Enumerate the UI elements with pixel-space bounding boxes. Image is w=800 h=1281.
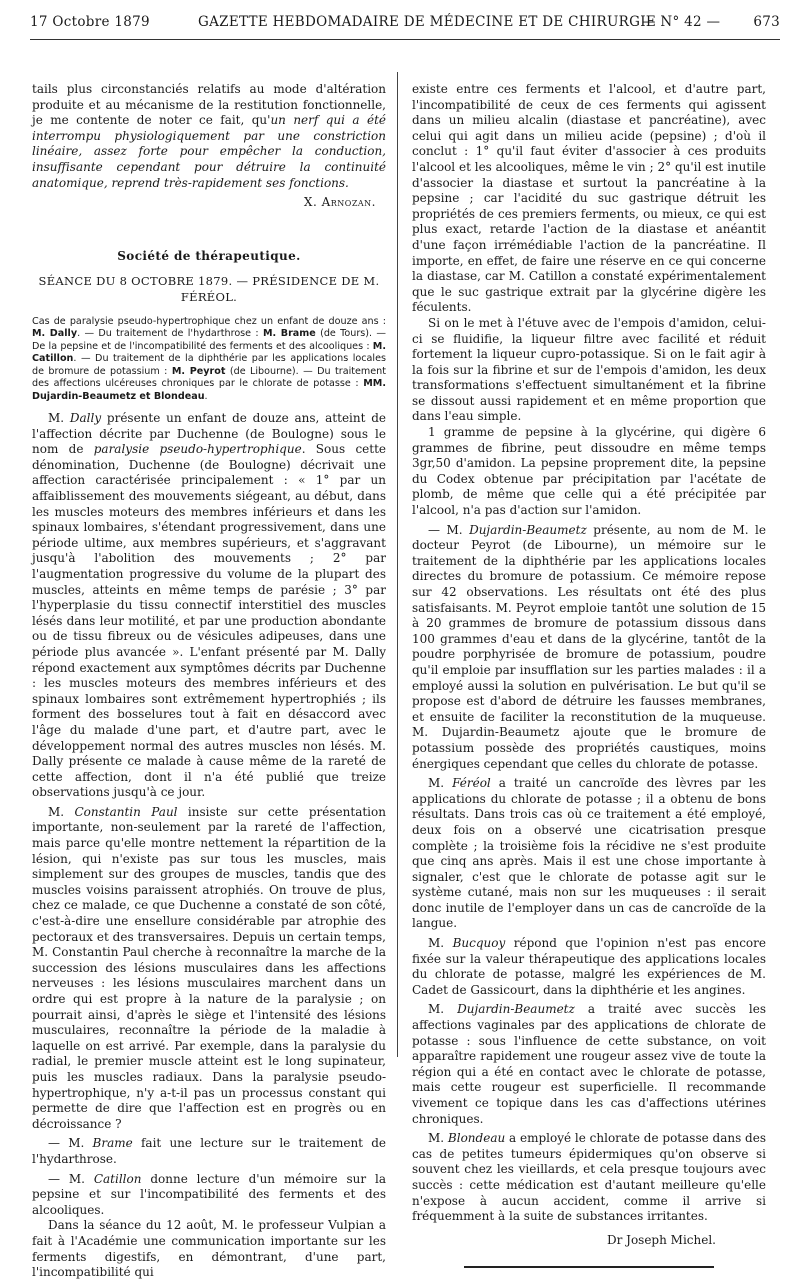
session-summary: Cas de paralysie pseudo-hypertrophique chez un enfant de douze ans : M. Dally. — Du traitement de l'hydarthrose : M. Brame (de Tours). — De la pepsine et de l'incompatibilité des ferments et des alcooliques : M. Catillon. — Du traitement de la diphthérie par les applications locales de bromure de potassium : M. Peyrot (de Libourne). — Du traitement des affections ulcéreuses chroniques par le chlorate de potasse : MM. Dujardin-Beaumetz et Blondeau.: [32, 315, 386, 402]
report-signature: Dr Joseph Michel.: [606, 1232, 716, 1247]
journal-title: GAZETTE HEBDOMADAIRE DE MÉDECINE ET DE CHIRURGIE: [198, 14, 656, 30]
speaker-name: Brame: [92, 1136, 133, 1151]
intro-text: tails plus circonstanciés relatifs au mode d'altération produite et au mécanisme de la restitution fonctionnelle, je me contente de noter ce fait, qu': [32, 82, 386, 128]
paragraph-bucquoy: M. Bucquoy répond que l'opinion n'est pas encore fixée sur la valeur thérapeutique des applications locales du chlorate de potasse, malgré les expériences de M. Cadet de Gassicourt, dans la diphthérie et les angines.: [412, 936, 766, 997]
paragraph-brame: — M. Brame fait une lecture sur le traitement de l'hydarthrose.: [32, 1136, 386, 1166]
header-date: 17 Octobre 1879: [30, 14, 150, 30]
left-column: [32, 82, 386, 1281]
paragraph-pepsine: 1 gramme de pepsine à la glycérine, qui digère 6 grammes de fibrine, peut dissoudre en même temps 3gr,50 d'amidon. La pepsine proprement dite, la pepsine du Codex obtenue par précipitation par l'acétate de plomb, de même que celle qui a été précipitée par l'alcool, n'a pas d'action sur l'amidon.: [412, 425, 766, 518]
paragraph-fereol: M. Féréol a traité un cancroïde des lèvres par les applications du chlorate de potasse ; il a obtenu de bons résultats. Dans trois cas où ce traitement a été employé, deux fois on a observé une cicatrisation presque complète ; la troisième fois la récidive ne s'est produite que cinq ans après. Mais il est une chose importante à signaler, c'est que le chlorate de potasse agit sur le système cutané, mais non sur les muqueuses : il serait donc inutile de l'employer dans un cas de cancroïde de la langue.: [412, 776, 766, 931]
header-rule: [30, 39, 780, 40]
running-header: [30, 14, 780, 36]
speaker-name: Dujardin-Beaumetz: [469, 522, 587, 537]
session-line: SÉANCE DU 8 OCTOBRE 1879. — PRÉSIDENCE DE M. FÉRÉOL.: [38, 274, 380, 304]
speaker-name: Féréol: [452, 776, 491, 791]
disease-term: paralysie pseudo-hypertrophique: [93, 442, 302, 457]
paragraph-peyrot: — M. Dujardin-Beaumetz présente, au nom de M. le docteur Peyrot (de Libourne), un mémoire sur le traitement de la diphthérie par les applications locales directes du bromure de potassium. Ce mémoire repose sur 42 observations. Les résultats ont été des plus satisfaisants. M. Peyrot emploie tantôt une solution de 15 à 20 grammes de bromure de potassium dissous dans 100 grammes d'eau et dans de la glycérine, tantôt de la poudre porphyrisée de bromure de potassium, poudre qu'il emploie par insufflation sur les parties malades : il a employé aussi la solution en pulvérisation. Le but qu'il se propose est d'abord de détruire les fausses membranes, et ensuite de faciliter la reconstitution de la muqueuse. M. Dujardin-Beaumetz ajoute que le bromure de potassium possède des propriétés caustiques, moins énergiques cependant que celles du chlorate de potasse.: [412, 522, 766, 771]
column-divider: [397, 72, 398, 1057]
speaker-name: Blondeau: [447, 1131, 506, 1146]
paragraph-dally: M. Dally présente un enfant de douze ans, atteint de l'affection décrite par Duchenne (de Boulogne) sous le nom de paralysie pseudo-hypertrophique. Sous cette dénomination, Duchenne (de Boulogne) décrivait une affection caractérisée principalement : « 1° par un affaiblissement des mouvements siégeant, au début, dans les muscles moteurs des membres inférieurs et dans les spinaux lombaires, s'étendant progressivement, dans une période ultime, aux membres supérieurs, et s'aggravant jusqu'à l'abolition des mouvements ; 2° par l'augmentation progressive du volume de la plupart des muscles, atteints en même temps de parésie ; 3° par l'hyperplasie du tissu connectif interstitiel des muscles lésés dans leur motilité, et par une production abondante ou de tissu fibreux ou de vésicules adipeuses, dans une période plus avancée ». L'enfant présenté par M. Dally répond exactement aux symptômes décrits par Duchenne : les muscles moteurs des membres inférieurs et des spinaux lombaires sont extrêmement hypertrophiés ; ils forment des bosselures tout à fait en désaccord avec l'âge du malade d'une part, et d'autre part, avec le développement normal des autres muscles non lésés. M. Dally présente ce malade à cause même de la rareté de cette affection, dont il n'a été publié que treize observations jusqu'à ce jour.: [32, 411, 387, 800]
page-number: 673: [753, 14, 780, 30]
intro-italic: un nerf qui a été interrompu physiologiquement par une constriction linéaire, assez forte pour empêcher la conduction, insuffisante cependant pour détruire la continuité anatomique, reprend très-rapidement ses fonctions.: [32, 113, 386, 190]
paragraph-continuation: existe entre ces ferments et l'alcool, et d'autre part, l'incompatibilité de ceux de ces ferments qui agissent dans un milieu alcalin (diastase et pancréatine), avec celui qui agit dans un milieu acide (pepsine) ; d'où il conclut : 1° qu'il faut éviter d'associer à ces produits l'alcool et les alcooliques, même le vin ; 2° qu'il est inutile d'associer la diastase et surtout la pancréatine à la pepsine ; car l'acidité du suc gastrique détruit les propriétés de ces premiers ferments, ou mieux, ce qui est plus exact, retarde l'action de la diastase et anéantit d'une façon irrémédiable l'action de la pancréatine. Il importe, en effet, de faire une réserve en ce qui concerne la diastase, car M. Catillon a constaté expérimentalement que le suc gastrique extrait par la glycérine digère les féculents.: [412, 82, 766, 315]
paragraph-dujardin: M. Dujardin-Beaumetz a traité avec succès les affections vaginales par des applications de chlorate de potasse : sous l'influence de cette substance, on voit apparaître rapidement une rougeur assez vive de toute la région qui a été en contact avec le chlorate de potasse, mais cette rougeur est superficielle. Il recommande vivement ce topique dans les cas d'affections utérines chroniques.: [412, 1002, 766, 1126]
paragraph-seance-aout: Dans la séance du 12 août, M. le professeur Vulpian a fait à l'Académie une communication importante sur les ferments digestifs, en démontrant, d'une part, l'incompatibilité qui: [32, 1218, 386, 1280]
paragraph-empois: Si on le met à l'étuve avec de l'empois d'amidon, celui-ci se fluidifie, la liqueur filtre avec facilité et réduit fortement la liqueur cupro-potassique. Si on le fait agir à la fois sur la fibrine et sur de l'empois d'amidon, les deux transformations s'effectuent simultanément et la fibrine se dissout aussi rapidement et en même proportion que dans l'eau simple.: [412, 315, 766, 424]
author-signature: X. Arnozan.: [303, 195, 376, 210]
right-column: [412, 82, 766, 1268]
paragraph-blondeau: M. Blondeau a employé le chlorate de potasse dans des cas de petites tumeurs épidermiques qu'on observe si souvent chez les vieillards, et cela presque toujours avec succès : cette médication est d'autant meilleure qu'elle n'expose à aucun accident, comme il arrive si fréquemment à la suite de substances irritantes.: [412, 1131, 766, 1224]
end-rule: [464, 1266, 714, 1268]
intro-paragraph: [32, 82, 386, 191]
speaker-name: Dally: [69, 411, 102, 426]
speaker-name: Bucquoy: [452, 936, 506, 951]
paragraph-catillon: — M. Catillon donne lecture d'un mémoire sur la pepsine et sur l'incompatibilité des ferments et des alcooliques.: [32, 1171, 386, 1217]
speaker-name: Constantin Paul: [74, 804, 178, 819]
speaker-name: Catillon: [93, 1171, 142, 1186]
paragraph-constantin-paul: M. Constantin Paul insiste sur cette présentation importante, non-seulement par la rareté de l'affection, mais parce qu'elle montre nettement la répartition de la lésion, qui n'existe pas sur tous les muscles, mais simplement sur des groupes de muscles, tandis que des muscles voisins paraissent atrophiés. On trouve de plus, chez ce malade, ce que Duchenne a constaté de son côté, c'est-à-dire une ensellure considérable par atrophie des pectoraux et des transversaires. Depuis un certain temps, M. Constantin Paul cherche à reconnaître la marche de la succession des lésions musculaires dans les affections nerveuses : les lésions musculaires marchent dans un ordre qui est propre à la nature de la paralysie ; on pourrait ainsi, d'après le siège et l'intensité des lésions musculaires, reconnaître la période de la maladie à laquelle on est arrivé. Par exemple, dans la paralysie du radial, le premier muscle atteint est le long supinateur, puis les muscles radiaux. Dans la paralysie pseudo-hypertrophique, n'y a-t-il pas un processus constant qui permette de dire que l'affection est en progrès ou en décroissance ?: [32, 804, 386, 1131]
section-title: Société de thérapeutique.: [117, 248, 301, 263]
issue-number: — N° 42 —: [642, 14, 721, 30]
speaker-name: Dujardin-Beaumetz: [457, 1002, 575, 1017]
